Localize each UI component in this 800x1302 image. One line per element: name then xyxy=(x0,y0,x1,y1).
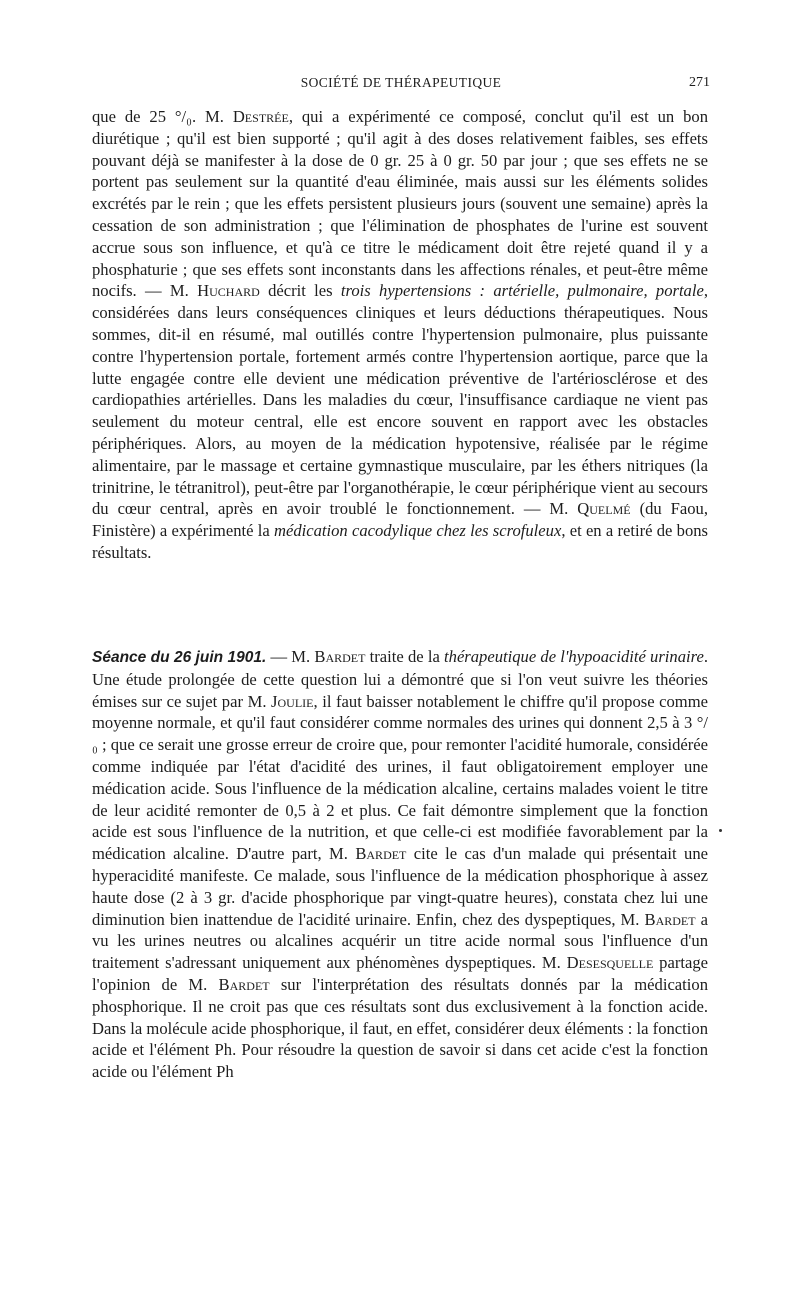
author-name: Bardet xyxy=(355,844,407,864)
text-run: sur l'interprétation des résultats donnés par la médication phosphorique. Il ne croit pas que ces résultats sont dus exclusivement à la fonction acide. Dans la molécule acide phosphorique, il faut, en effet, considérer deux éléments : la fonction acide et l'élément Ph. Pour résoudre la question de savoir si dans cet acide c'est la fonction acide ou l'élément Ph xyxy=(92,974,708,1082)
author-name: Destrée xyxy=(232,107,289,126)
author-name: Desesquelle xyxy=(566,953,654,973)
text-run: traite de la xyxy=(365,647,445,666)
body-paragraph-2 xyxy=(92,646,708,1083)
text-run: décrit les xyxy=(259,281,341,301)
author-name: Bardet xyxy=(644,909,696,929)
text-run: , qui a expérimenté ce composé, conclut qu'il est un bon diurétique ; qu'il est bien supporté ; qu'il agit à des doses relativement faibles, ses effets pouvant déjà se manifester à la dose de 0 gr. 25 à 0 gr. 50 par jour ; que ses effets ne se portent pas seulement sur la quantité d'eau éliminée, mais aussi sur les éléments solides excrétés par le rein ; que les effets persistent plusieurs jours (souvent une semaine) après la cessation de son administration ; que l'élimination de phosphates de l'urine est souvent accrue sous son influence, et qu'à ce titre le médicament doit être rejeté quand il y a phosphaturie ; que ses effets sont inconstants dans les affections rénales, et peut-être même nocifs. — M. xyxy=(92,107,708,301)
page-header xyxy=(92,73,710,95)
author-name: Quelmé xyxy=(577,499,631,519)
text-run: cite le cas d'un malade qui présentait une hyperacidité manifeste. Ce malade, sous l'influence de la médication phosphorique à assez haute dose (2 à 3 gr. d'acide phosphorique par vingt-quatre heures), constata chez lui une diminution bien inattendue de l'acidité urinaire. Enfin, chez des dyspeptiques, M. xyxy=(92,844,708,929)
text-run: (du Faou, Finistère) a expérimenté la xyxy=(92,499,708,541)
author-name: Huchard xyxy=(197,281,260,301)
author-name: Joulie xyxy=(271,691,314,711)
page-number: 271 xyxy=(689,75,710,90)
text-run: partage l'opinion de M. xyxy=(92,953,708,994)
running-title: SOCIÉTÉ DE THÉRAPEUTIQUE xyxy=(300,75,502,90)
text-run: , considérées dans leurs conséquences cliniques et leurs déductions thérapeutiques. Nous sommes, dit-il en résumé, mal outillés contre l'hypertension pulmonaire, plus puissante contre l'hypertension portale, fortement armés contre l'hypertension aortique, parce que la lutte engagée contre elle devient une médication préventive de l'artériosclérose et des cardiopathies artérielles. Dans les maladies du cœur, l'insuffisance cardiaque ne vient pas seulement du moteur central, elle est encore souvent en rapport avec les obstacles périphériques. Alors, au moyen de la médication hypotensive, réalisée par le régime alimentaire, par le massage et certaine gymnastique musculaire, par les éthers nitriques (la trinitrine, le tétranitrol), peut-être par l'organothérapie, le cœur périphérique vient au secours du cœur central, après en avoir troublé le fonctionnement. — M. xyxy=(92,281,708,519)
session-date: Séance du 26 juin 1901. xyxy=(92,649,267,666)
text-run: a vu les urines neutres ou alcalines acquérir un titre acide normal sous l'influence d'un traitement s'adressant uniquement aux phénomènes dyspeptiques. M. xyxy=(92,909,708,973)
italic-title: trois hypertensions : artérielle, pulmonaire, portale xyxy=(340,281,704,301)
text-run: — M. xyxy=(266,647,315,666)
body-paragraph-1 xyxy=(92,106,708,564)
text-run: . Une étude prolongée de cette question lui a démontré que si l'on veut suivre les théories émises sur ce sujet par M. xyxy=(92,647,708,711)
italic-title: thérapeutique de l'hypoacidité urinaire xyxy=(444,647,704,666)
author-name: Bardet xyxy=(314,647,366,666)
text-run: que de 25 °/₀. M. xyxy=(92,107,233,126)
italic-title: médication cacodylique chez les scrofuleux xyxy=(273,521,562,541)
author-name: Bardet xyxy=(218,974,270,994)
margin-speck xyxy=(719,829,722,832)
text-run: , et en a retiré de bons résultats. xyxy=(92,521,708,562)
text-run: , il faut baisser notablement le chiffre qu'il propose comme moyenne normale, et qu'il faut considérer comme normales des urines qui donnent 2,5 à 3 °/₀ ; que ce serait une grosse erreur de croire que, pour remonter l'acidité humorale, considérée comme indiquée par l'état d'acidité des urines, il faut obligatoirement employer une médication acide. Sous l'influence de la médication alcaline, certains malades voient le titre de leur acidité remonter de 0,5 à 2 et plus. Ce fait démontre simplement que la fonction acide est sous l'influence de la nutrition, et que celle-ci est modifiée favorablement par la médication alcaline. D'autre part, M. xyxy=(92,691,708,864)
